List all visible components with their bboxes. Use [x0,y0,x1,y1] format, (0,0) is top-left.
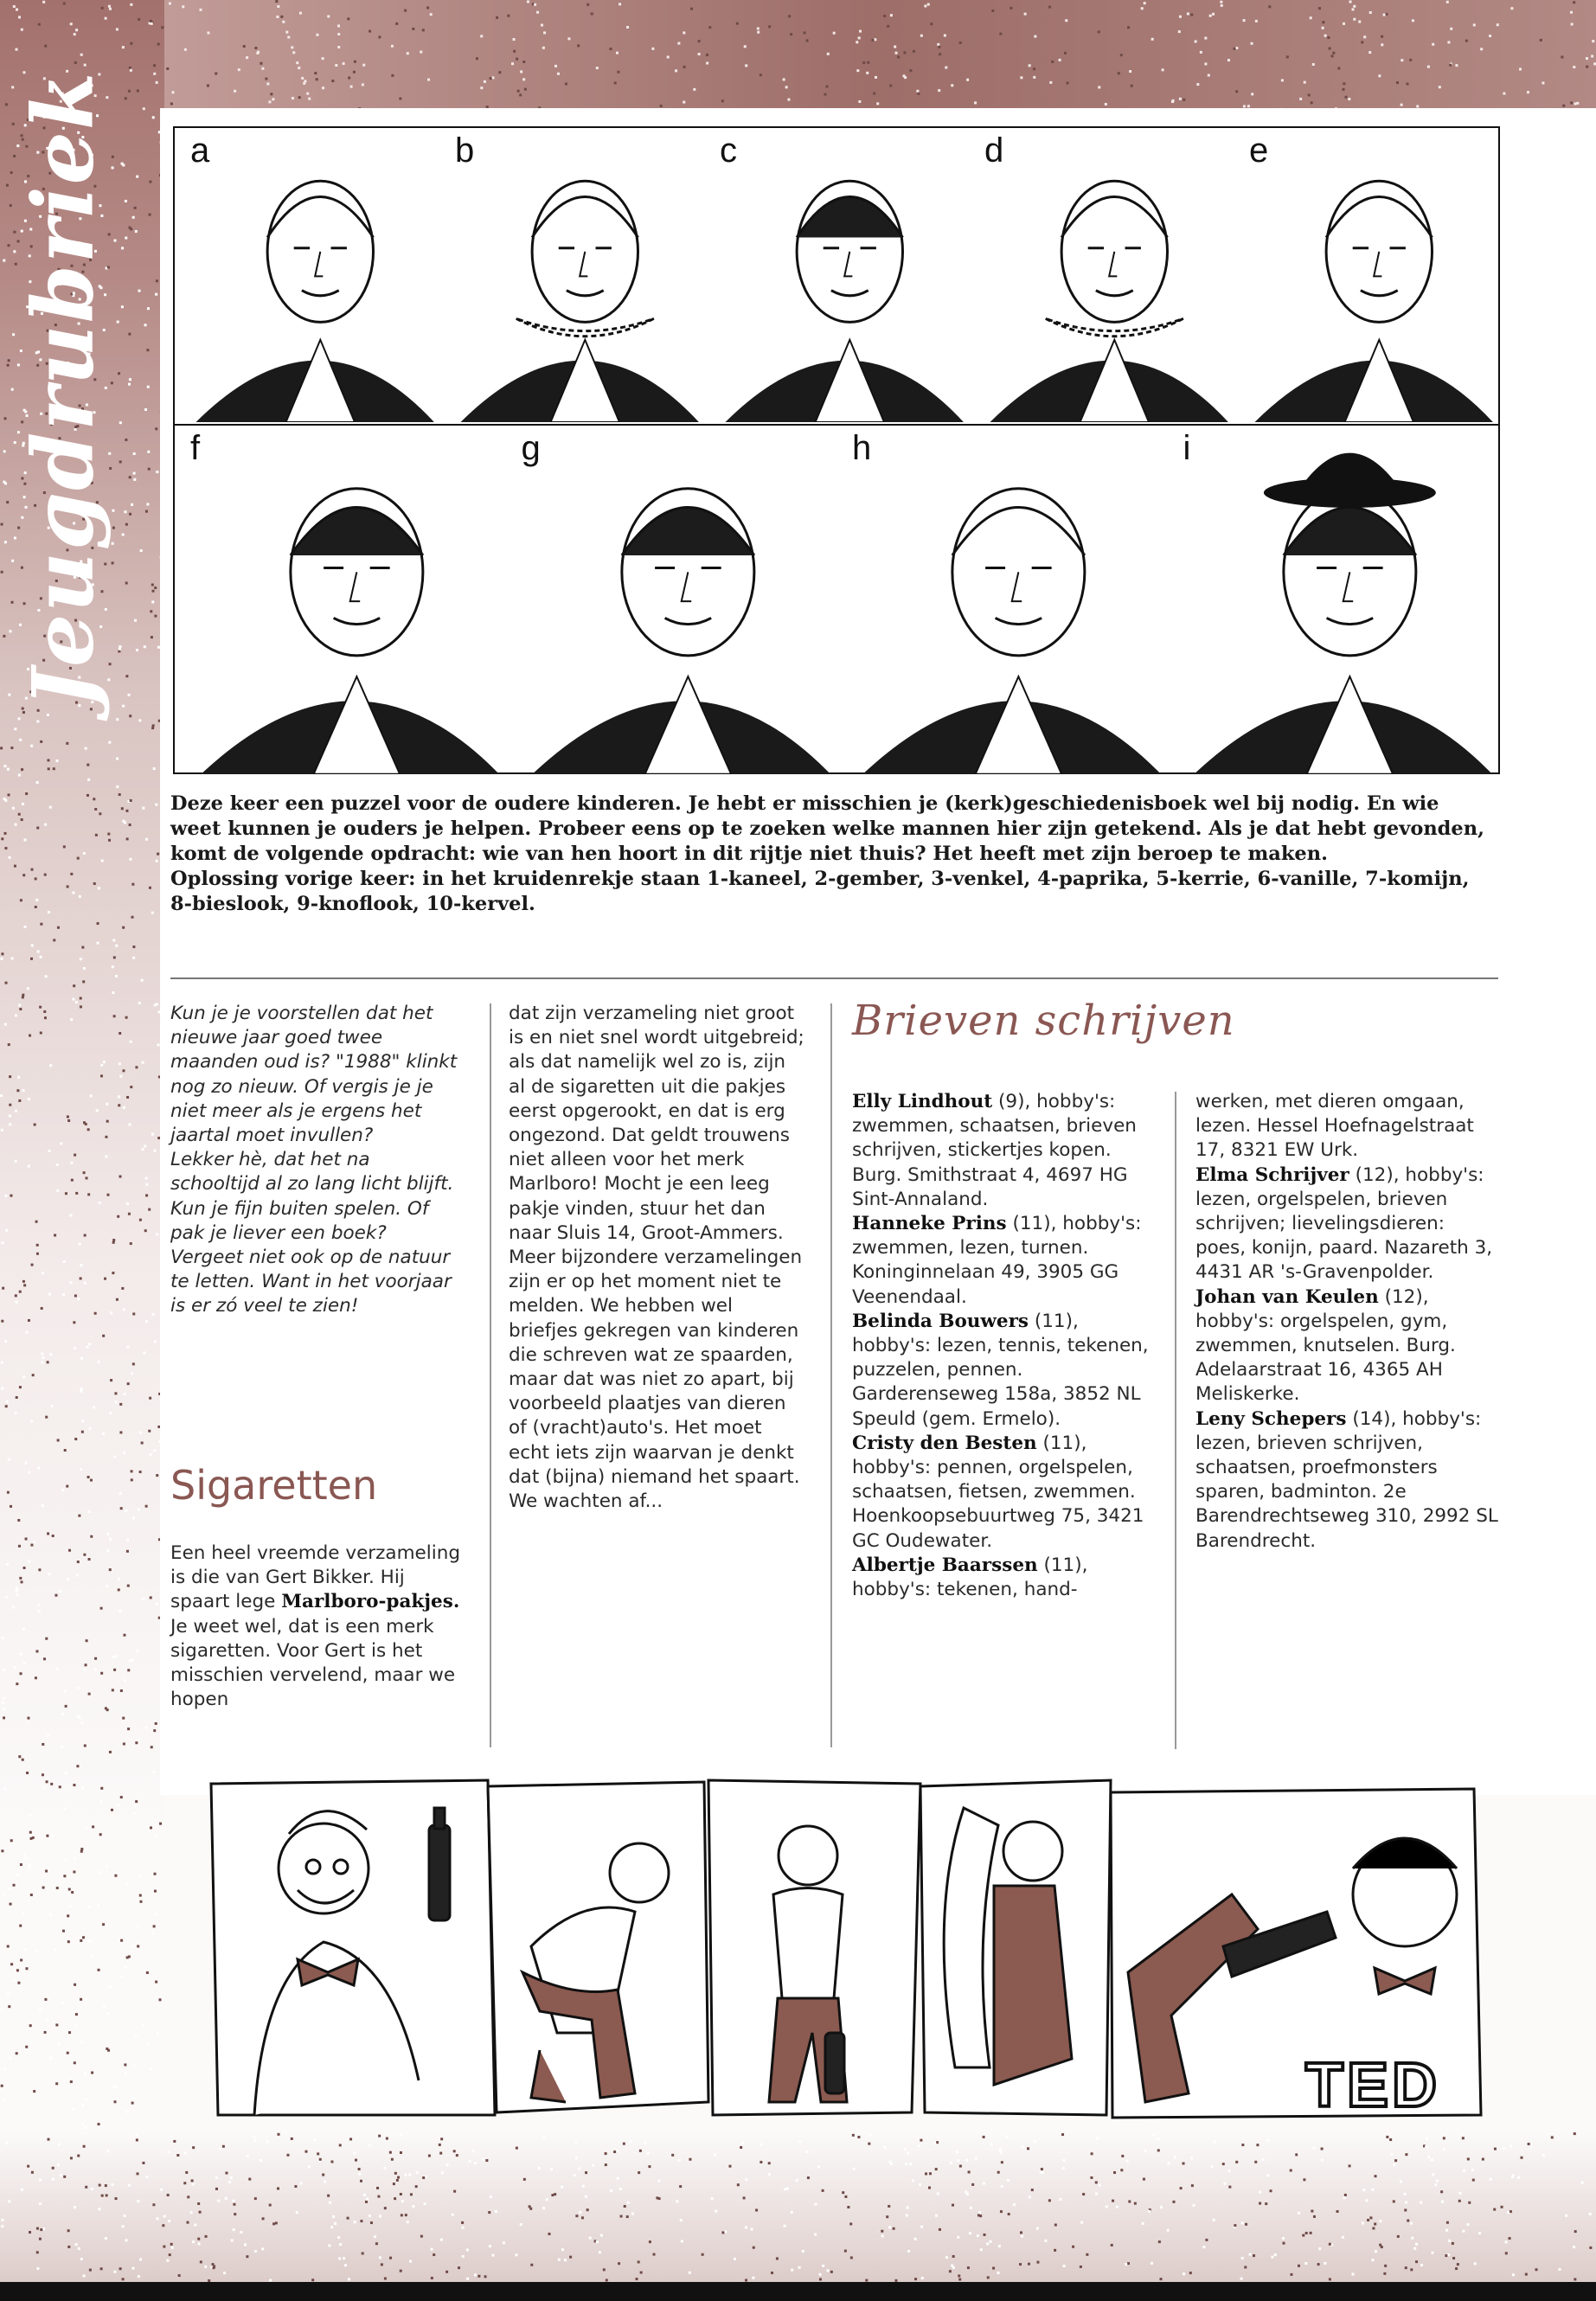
sigaretten-column-1 [170,1541,463,1712]
pen-pal-details: (11), hobby's: lezen, tennis, tekenen, puzzelen, pennen. Garderenseweg 158a, 3852 NL Speuld (gem. Ermelo). [852,1310,1149,1430]
portrait-row-2 [175,424,1498,774]
sigaretten-column-2 [509,1002,804,1514]
portrait-letter: a [190,131,210,170]
portrait-letter: h [852,429,872,467]
brieven-entry [852,1554,1157,1602]
portrait-letter: e [1249,131,1269,170]
portrait-drawing [1168,426,1499,774]
sigaretten-text: Je weet wel, dat is een merk sigaretten. Voor Gert is het misschien vervelend, maar we hopen [170,1615,456,1711]
intro-column [170,1002,463,1319]
portrait-g [506,426,837,774]
portrait-drawing [836,426,1168,774]
portrait-letter: f [190,429,201,467]
comic-panel-4 [944,1808,1072,2085]
portrait-drawing [439,128,704,422]
portrait-drawing [175,128,439,422]
column-divider [830,1003,832,1747]
portrait-letter: i [1183,429,1191,467]
portrait-letter: d [984,131,1004,170]
sigaretten-paragraph-1 [170,1541,463,1712]
pen-pal-name: Cristy den Besten [852,1432,1037,1454]
brieven-entry [852,1090,1157,1212]
brieven-entry [852,1212,1157,1310]
pen-pal-details: (11), hobby's: pennen, orgelspelen, schaatsen, fietsen, zwemmen. Hoenkoopsebuurtweg 75, 3421 GC Oudewater. [852,1432,1144,1552]
pen-pal-details: (14), hobby's: lezen, brieven schrijven, schaatsen, proefmonsters sparen, badminton. 2e Barendrechtseweg 310, 2992 SL Barendrecht. [1195,1407,1498,1552]
brieven-entry-continued: werken, met dieren omgaan, lezen. Hessel Hoefnagelstraat 17, 8321 EW Urk. [1195,1091,1474,1162]
pen-pal-details: (11), hobby's: zwemmen, lezen, turnen. Koninginnelaan 49, 3905 GG Veenendaal. [852,1213,1142,1308]
pen-pal-details: (11), hobby's: tekenen, hand- [852,1554,1088,1601]
pen-pal-details: (12), hobby's: orgelspelen, gym, zwemmen, knutselen. Burg. Adelaarstraat 16, 4365 AH Meliskerke. [1195,1285,1456,1406]
portrait-drawing [506,426,837,774]
comic-strip [202,1773,1487,2124]
brieven-column-2 [1195,1090,1500,1554]
pen-pal-name: Elma Schrijver [1195,1163,1349,1186]
pen-pal-name: Johan van Keulen [1195,1285,1379,1308]
pen-pal-name: Belinda Bouwers [852,1310,1029,1332]
heading-brieven-schrijven: Brieven schrijven [852,997,1235,1045]
portrait-d [969,128,1234,422]
sigaretten-text: Een heel vreemde verzameling is die van Gert Bikker. Hij spaart lege [170,1542,461,1613]
portrait-puzzle [173,126,1500,774]
portrait-drawing [175,426,506,774]
pen-pal-name: Albertje Baarssen [852,1554,1038,1576]
sigaretten-paragraph-2: dat zijn verzameling niet groot is en niet snel wordt uitgebreid; als dat namelijk wel zo is, zijn al de sigaretten uit die pakjes eerst opgerookt, en dat is erg ongezond. Dat geldt trouwens niet alleen voor het merk Marlboro! Mocht je een leeg pakje vinden, stuur het dan naar Sluis 14, Groot-Ammers. [509,1003,804,1244]
portrait-row-1 [175,128,1498,422]
portrait-f [175,426,506,774]
brieven-entry [1195,1163,1500,1285]
column-divider [1175,1092,1176,1749]
brieven-column-1 [852,1090,1157,1602]
heading-sigaretten: Sigaretten [170,1462,378,1509]
pen-pal-name: Hanneke Prins [852,1213,1007,1235]
pen-pal-name: Leny Schepers [1195,1407,1347,1430]
instructions-text: Deze keer een puzzel voor de oudere kinderen. Je hebt er misschien je (kerk)geschiedenisboek wel bij nodig. En wie weet kunnen je ouders je helpen. Probeer eens op te zoeken welke mannen hier zijn getekend. Als je dat hebt gevonden, komt de volgende opdracht: wie van hen hoort in dit rijtje niet thuis? Het heeft met zijn beroep te maken. [170,792,1484,865]
solution-text: Oplossing vorige keer: in het kruidenrekje staan 1-kaneel, 2-gember, 3-venkel, 4-paprika, 5-kerrie, 6-vanille, 7-komijn, 8-bieslook, 9-knoflook, 10-kervel. [170,868,1470,915]
portrait-c [704,128,969,422]
rubric-title-text: Jeugdrubriek [14,70,112,708]
intro-paragraph-1: Kun je je voorstellen dat het nieuwe jaar goed twee maanden oud is? "1988" klinkt nog zo nieuw. Of vergis je je niet meer als je ergens het jaartal moet invullen? [170,1003,458,1147]
portrait-h [836,426,1168,774]
portrait-b [439,128,704,422]
column-divider [490,1003,491,1747]
brieven-entry [852,1310,1157,1432]
portrait-drawing [969,128,1234,422]
portrait-e [1234,128,1498,422]
portrait-a [175,128,439,422]
sigaretten-brand: Marlboro-pakjes. [281,1591,460,1613]
brieven-entry [1195,1285,1500,1407]
portrait-i [1168,426,1499,774]
portrait-letter: g [521,429,541,467]
comic-signature: TED [1305,2051,1440,2120]
sigaretten-paragraph-3: Meer bijzondere verzamelingen zijn er op het moment niet te melden. We hebben wel briefjes gekregen van kinderen die schreven wat ze spaarden, maar dat was niet zo apart, bij voorbeeld plaatjes van dieren of (vracht)auto's. Het moet echt iets zijn waarvan je denkt dat (bijna) niemand het spaart. We wachten af... [509,1247,803,1513]
portrait-letter: c [720,131,737,170]
portrait-letter: b [455,131,475,170]
bottom-black-bar [0,2282,1596,2301]
rubric-title [7,70,119,708]
horizontal-divider [170,977,1498,979]
pen-pal-name: Elly Lindhout [852,1091,993,1112]
pen-pal-details: (12), hobby's: lezen, orgelspelen, brieven schrijven; lievelingsdieren: poes, konijn, paard. Nazareth 3, 4431 AR 's-Gravenpolder. [1195,1163,1493,1284]
portrait-drawing [1234,128,1498,422]
brieven-entry [852,1432,1157,1554]
intro-paragraph-2: Lekker hè, dat het na schooltijd al zo lang licht blijft. Kun je fijn buiten spelen. Of pak je liever een boek? Vergeet niet ook op de natuur te letten. Want in het voorjaar is er zó veel te zien! [170,1149,454,1317]
puzzle-instructions [170,792,1485,917]
pen-pal-details: (9), hobby's: zwemmen, schaatsen, brieven schrijven, stickertjes kopen. Burg. Smithstraat 4, 4697 HG Sint-Annaland. [852,1091,1137,1210]
portrait-drawing [704,128,969,422]
brieven-entry [1195,1407,1500,1554]
